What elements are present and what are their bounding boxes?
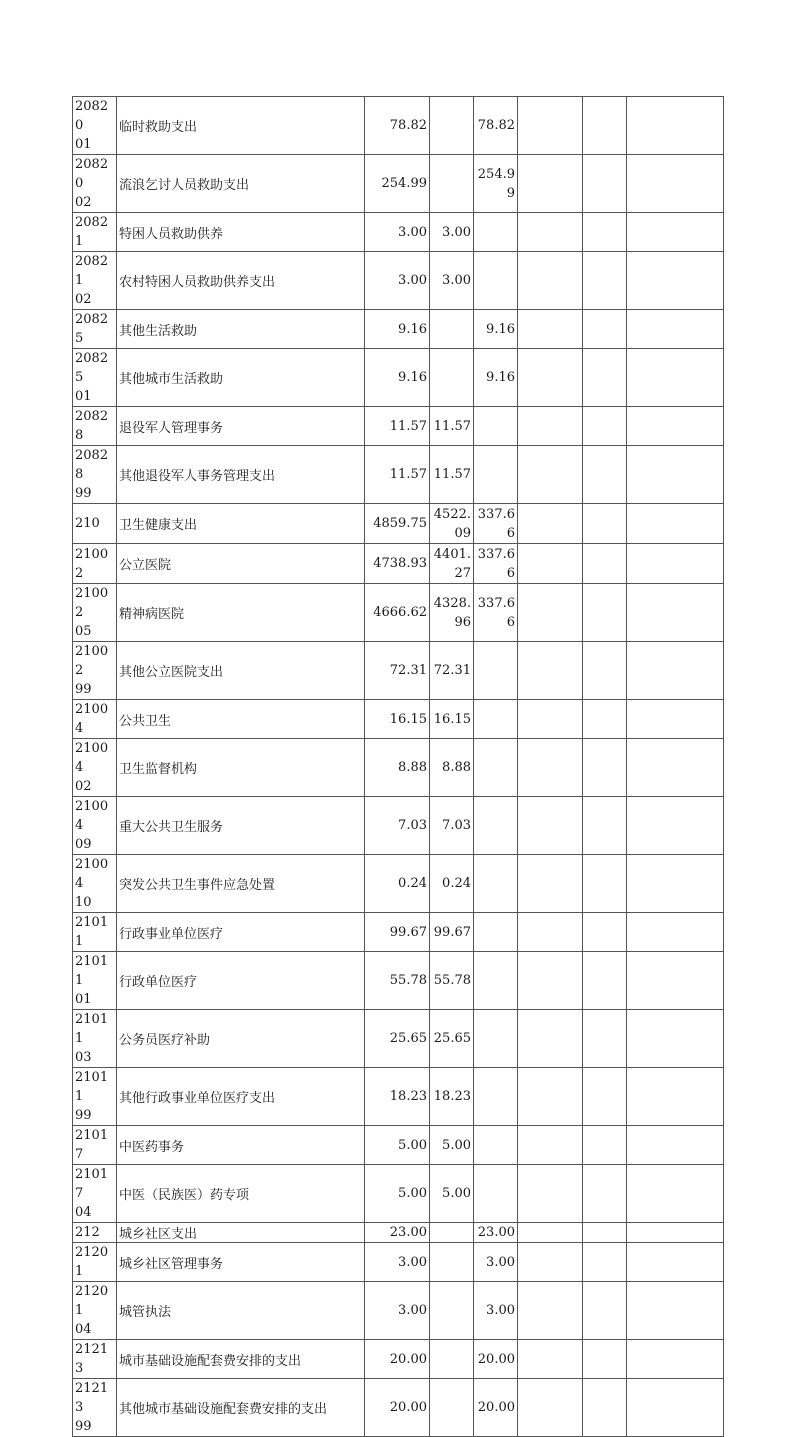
cell-column-7 [583,642,627,700]
cell-column-8 [627,913,724,952]
cell-column-8 [627,1243,724,1282]
cell-project-expenditure: 3.00 [474,1282,518,1340]
cell-project-expenditure: 20.00 [474,1340,518,1379]
cell-function-code: 21011 [73,913,117,952]
cell-column-6 [518,310,583,349]
cell-item-name: 其他城市生活救助 [117,349,365,407]
table-row [73,544,724,584]
cell-column-8 [627,797,724,855]
cell-column-8 [627,1379,724,1437]
cell-column-7 [583,1165,627,1223]
cell-column-6 [518,700,583,739]
table-row [73,349,724,407]
cell-project-expenditure [474,739,518,797]
cell-column-8 [627,1282,724,1340]
cell-basic-expenditure: 4328. 96 [430,584,474,642]
cell-column-7 [583,97,627,155]
cell-project-expenditure: 337.6 6 [474,544,518,584]
cell-column-8 [627,1165,724,1223]
table-row [73,504,724,544]
cell-total: 99.67 [365,913,430,952]
cell-basic-expenditure: 99.67 [430,913,474,952]
cell-function-code: 20821 [73,213,117,252]
cell-basic-expenditure: 0.24 [430,855,474,913]
cell-basic-expenditure: 5.00 [430,1126,474,1165]
cell-column-7 [583,155,627,213]
cell-column-7 [583,797,627,855]
cell-basic-expenditure: 18.23 [430,1068,474,1126]
cell-column-6 [518,252,583,310]
cell-item-name: 其他行政事业单位医疗支出 [117,1068,365,1126]
cell-basic-expenditure: 55.78 [430,952,474,1010]
cell-column-7 [583,310,627,349]
table-body [73,97,724,1437]
cell-basic-expenditure [430,349,474,407]
cell-function-code: 21017 04 [73,1165,117,1223]
cell-column-7 [583,913,627,952]
cell-column-6 [518,1282,583,1340]
cell-item-name: 退役军人管理事务 [117,407,365,446]
cell-column-6 [518,913,583,952]
cell-column-6 [518,952,583,1010]
cell-item-name: 城管执法 [117,1282,365,1340]
cell-function-code: 21004 02 [73,739,117,797]
cell-total: 25.65 [365,1010,430,1068]
cell-item-name: 行政事业单位医疗 [117,913,365,952]
cell-basic-expenditure [430,1223,474,1243]
table-row [73,155,724,213]
cell-project-expenditure: 20.00 [474,1379,518,1437]
cell-total: 3.00 [365,1243,430,1282]
cell-column-6 [518,155,583,213]
cell-column-8 [627,739,724,797]
cell-project-expenditure: 337.6 6 [474,584,518,642]
cell-item-name: 临时救助支出 [117,97,365,155]
cell-column-8 [627,700,724,739]
cell-function-code: 20828 [73,407,117,446]
cell-column-6 [518,1223,583,1243]
cell-total: 16.15 [365,700,430,739]
cell-column-7 [583,1282,627,1340]
cell-column-6 [518,349,583,407]
cell-project-expenditure [474,700,518,739]
table-row [73,97,724,155]
table-row [73,1126,724,1165]
cell-total: 5.00 [365,1126,430,1165]
cell-total: 9.16 [365,310,430,349]
table-row [73,584,724,642]
cell-total: 18.23 [365,1068,430,1126]
cell-item-name: 特困人员救助供养 [117,213,365,252]
table-row [73,310,724,349]
cell-basic-expenditure [430,1243,474,1282]
cell-column-6 [518,504,583,544]
cell-total: 11.57 [365,446,430,504]
table-row [73,1282,724,1340]
cell-column-6 [518,1010,583,1068]
cell-function-code: 21002 99 [73,642,117,700]
cell-column-7 [583,584,627,642]
cell-item-name: 农村特困人员救助供养支出 [117,252,365,310]
cell-total: 3.00 [365,1282,430,1340]
cell-basic-expenditure: 7.03 [430,797,474,855]
cell-column-7 [583,252,627,310]
cell-item-name: 流浪乞讨人员救助支出 [117,155,365,213]
expenditure-table [72,96,724,1437]
cell-total: 0.24 [365,855,430,913]
table-row [73,1379,724,1437]
cell-column-8 [627,1223,724,1243]
cell-function-code: 21201 [73,1243,117,1282]
cell-project-expenditure: 337.6 6 [474,504,518,544]
cell-total: 72.31 [365,642,430,700]
cell-column-8 [627,544,724,584]
cell-column-7 [583,1068,627,1126]
cell-function-code: 21004 [73,700,117,739]
cell-column-8 [627,310,724,349]
cell-item-name: 重大公共卫生服务 [117,797,365,855]
cell-column-6 [518,407,583,446]
cell-item-name: 其他退役军人事务管理支出 [117,446,365,504]
cell-project-expenditure [474,913,518,952]
cell-column-8 [627,642,724,700]
cell-item-name: 行政单位医疗 [117,952,365,1010]
cell-function-code: 21011 01 [73,952,117,1010]
cell-project-expenditure [474,1010,518,1068]
table-row [73,1223,724,1243]
cell-function-code: 21011 99 [73,1068,117,1126]
cell-column-7 [583,407,627,446]
table-row [73,855,724,913]
cell-project-expenditure: 9.16 [474,310,518,349]
cell-project-expenditure [474,446,518,504]
cell-total: 23.00 [365,1223,430,1243]
cell-column-6 [518,739,583,797]
cell-column-7 [583,1340,627,1379]
cell-item-name: 其他生活救助 [117,310,365,349]
cell-column-8 [627,1340,724,1379]
cell-column-7 [583,855,627,913]
cell-column-7 [583,446,627,504]
cell-item-name: 精神病医院 [117,584,365,642]
cell-basic-expenditure: 11.57 [430,446,474,504]
cell-item-name: 中医药事务 [117,1126,365,1165]
cell-project-expenditure [474,1165,518,1223]
cell-column-7 [583,349,627,407]
cell-column-6 [518,1165,583,1223]
cell-basic-expenditure: 72.31 [430,642,474,700]
cell-function-code: 21017 [73,1126,117,1165]
cell-function-code: 20821 02 [73,252,117,310]
table-row [73,700,724,739]
cell-project-expenditure [474,213,518,252]
table-row [73,252,724,310]
cell-item-name: 公共卫生 [117,700,365,739]
cell-project-expenditure: 23.00 [474,1223,518,1243]
cell-project-expenditure [474,1068,518,1126]
cell-basic-expenditure [430,97,474,155]
cell-column-6 [518,544,583,584]
cell-basic-expenditure: 5.00 [430,1165,474,1223]
table-row [73,1340,724,1379]
cell-function-code: 210 [73,504,117,544]
cell-column-8 [627,446,724,504]
cell-total: 4738.93 [365,544,430,584]
cell-total: 4859.75 [365,504,430,544]
cell-project-expenditure: 78.82 [474,97,518,155]
cell-project-expenditure: 9.16 [474,349,518,407]
cell-item-name: 城市基础设施配套费安排的支出 [117,1340,365,1379]
table-row [73,797,724,855]
cell-column-8 [627,855,724,913]
cell-function-code: 20820 01 [73,97,117,155]
cell-column-7 [583,1223,627,1243]
cell-total: 9.16 [365,349,430,407]
cell-project-expenditure [474,407,518,446]
cell-column-7 [583,213,627,252]
cell-function-code: 20828 99 [73,446,117,504]
cell-column-8 [627,1010,724,1068]
cell-column-8 [627,97,724,155]
cell-function-code: 21011 03 [73,1010,117,1068]
cell-basic-expenditure: 3.00 [430,252,474,310]
cell-basic-expenditure [430,1379,474,1437]
cell-item-name: 中医（民族医）药专项 [117,1165,365,1223]
cell-column-7 [583,700,627,739]
cell-basic-expenditure: 4401. 27 [430,544,474,584]
cell-basic-expenditure [430,155,474,213]
cell-column-7 [583,504,627,544]
cell-column-6 [518,1126,583,1165]
cell-column-8 [627,952,724,1010]
cell-function-code: 21002 [73,544,117,584]
cell-column-7 [583,1126,627,1165]
cell-function-code: 212 [73,1223,117,1243]
cell-total: 20.00 [365,1379,430,1437]
cell-total: 3.00 [365,213,430,252]
cell-basic-expenditure: 11.57 [430,407,474,446]
cell-function-code: 20825 01 [73,349,117,407]
cell-project-expenditure [474,855,518,913]
cell-function-code: 20820 02 [73,155,117,213]
cell-column-7 [583,544,627,584]
cell-project-expenditure: 254.9 9 [474,155,518,213]
cell-total: 8.88 [365,739,430,797]
table-row [73,1010,724,1068]
cell-project-expenditure [474,642,518,700]
cell-column-8 [627,504,724,544]
cell-total: 11.57 [365,407,430,446]
table-row [73,642,724,700]
cell-column-8 [627,213,724,252]
cell-function-code: 21002 05 [73,584,117,642]
cell-project-expenditure: 3.00 [474,1243,518,1282]
cell-project-expenditure [474,1126,518,1165]
cell-column-8 [627,407,724,446]
cell-function-code: 20825 [73,310,117,349]
table-row [73,1165,724,1223]
cell-column-7 [583,1243,627,1282]
cell-column-6 [518,446,583,504]
cell-column-6 [518,797,583,855]
cell-column-7 [583,739,627,797]
cell-column-6 [518,584,583,642]
cell-item-name: 城乡社区支出 [117,1223,365,1243]
cell-column-8 [627,349,724,407]
cell-column-6 [518,1068,583,1126]
cell-function-code: 21213 99 [73,1379,117,1437]
cell-basic-expenditure [430,1340,474,1379]
cell-basic-expenditure: 3.00 [430,213,474,252]
cell-column-6 [518,1379,583,1437]
cell-column-6 [518,97,583,155]
cell-column-7 [583,1379,627,1437]
cell-column-8 [627,155,724,213]
cell-item-name: 其他城市基础设施配套费安排的支出 [117,1379,365,1437]
table-row [73,213,724,252]
table-row [73,1243,724,1282]
cell-basic-expenditure: 8.88 [430,739,474,797]
cell-function-code: 21201 04 [73,1282,117,1340]
cell-total: 78.82 [365,97,430,155]
cell-item-name: 其他公立医院支出 [117,642,365,700]
cell-total: 5.00 [365,1165,430,1223]
table-row [73,407,724,446]
cell-total: 20.00 [365,1340,430,1379]
cell-item-name: 公立医院 [117,544,365,584]
table-row [73,952,724,1010]
table-row [73,1068,724,1126]
cell-total: 55.78 [365,952,430,1010]
cell-column-8 [627,584,724,642]
cell-basic-expenditure [430,310,474,349]
table-row [73,739,724,797]
cell-column-8 [627,1068,724,1126]
cell-item-name: 突发公共卫生事件应急处置 [117,855,365,913]
cell-function-code: 21213 [73,1340,117,1379]
cell-project-expenditure [474,252,518,310]
cell-project-expenditure [474,952,518,1010]
cell-total: 254.99 [365,155,430,213]
cell-total: 4666.62 [365,584,430,642]
table-row [73,913,724,952]
cell-column-7 [583,952,627,1010]
cell-total: 3.00 [365,252,430,310]
cell-column-6 [518,855,583,913]
cell-total: 7.03 [365,797,430,855]
cell-column-6 [518,642,583,700]
cell-column-8 [627,252,724,310]
cell-basic-expenditure: 4522. 09 [430,504,474,544]
cell-basic-expenditure: 16.15 [430,700,474,739]
cell-function-code: 21004 09 [73,797,117,855]
cell-column-6 [518,1340,583,1379]
cell-function-code: 21004 10 [73,855,117,913]
cell-basic-expenditure [430,1282,474,1340]
cell-project-expenditure [474,797,518,855]
cell-column-7 [583,1010,627,1068]
cell-column-6 [518,1243,583,1282]
cell-item-name: 卫生监督机构 [117,739,365,797]
cell-item-name: 卫生健康支出 [117,504,365,544]
cell-column-8 [627,1126,724,1165]
cell-basic-expenditure: 25.65 [430,1010,474,1068]
table-row [73,446,724,504]
cell-item-name: 城乡社区管理事务 [117,1243,365,1282]
cell-item-name: 公务员医疗补助 [117,1010,365,1068]
cell-column-6 [518,213,583,252]
